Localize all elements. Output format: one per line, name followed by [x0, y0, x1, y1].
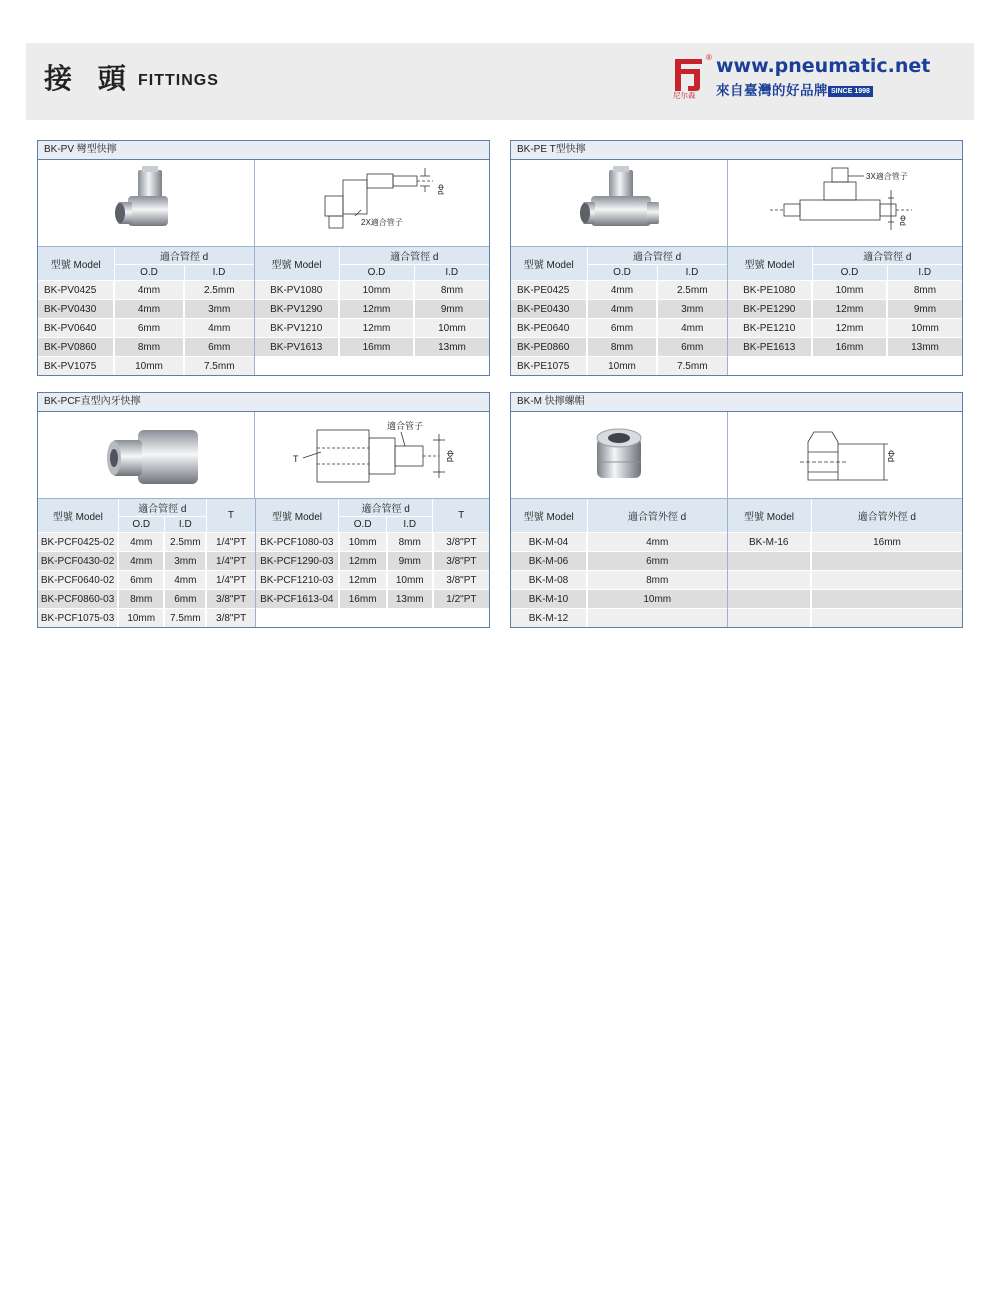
empty-cell [414, 357, 489, 376]
table-row [38, 300, 489, 319]
id-cell: 7.5mm [184, 357, 254, 376]
model-cell: BK-PV0425 [38, 281, 114, 300]
model-cell: BK-PV0640 [38, 319, 114, 338]
od-cell: 12mm [339, 552, 387, 571]
od-cell: 6mm [114, 319, 184, 338]
id-cell: 6mm [164, 590, 206, 609]
id-cell: 4mm [184, 319, 254, 338]
diameter-label: Φd [445, 450, 455, 463]
thread-header: T [433, 499, 489, 533]
model-cell: BK-PV1290 [254, 300, 339, 319]
id-header: I.D [184, 265, 254, 281]
id-cell: 2.5mm [184, 281, 254, 300]
elbow-fitting-drawing [255, 160, 489, 246]
model-cell: BK-PE1613 [727, 338, 812, 357]
table-row [511, 571, 962, 590]
table-row [511, 357, 962, 376]
model-cell: BK-PV1075 [38, 357, 114, 376]
outer-diameter-cell: 4mm [587, 533, 727, 552]
model-cell: BK-PV1210 [254, 319, 339, 338]
thread-cell: 3/8"PT [206, 609, 255, 628]
product-photo-cell [511, 412, 727, 498]
id-cell: 9mm [887, 300, 962, 319]
od-cell: 16mm [339, 338, 414, 357]
thread-cell: 3/8"PT [433, 571, 489, 590]
tube-size-header: 適合管徑 d [339, 247, 489, 265]
od-cell: 4mm [114, 300, 184, 319]
empty-cell [727, 357, 812, 376]
od-header: O.D [587, 265, 657, 281]
logo-text: 尼尔森 [673, 91, 696, 99]
model-cell: BK-PE1075 [511, 357, 587, 376]
model-header: 型號 Model [38, 247, 114, 281]
od-cell: 10mm [587, 357, 657, 376]
od-cell: 6mm [118, 571, 164, 590]
table-row [38, 590, 489, 609]
model-header: 型號 Model [727, 247, 812, 281]
outer-diameter-header: 適合管外徑 d [811, 499, 962, 533]
product-image-row [511, 412, 962, 499]
model-cell: BK-PE1210 [727, 319, 812, 338]
model-cell: BK-PV0430 [38, 300, 114, 319]
id-cell: 13mm [414, 338, 489, 357]
od-cell: 4mm [587, 300, 657, 319]
empty-cell [339, 609, 387, 628]
model-cell: BK-PE0425 [511, 281, 587, 300]
diameter-label: Φd [886, 450, 896, 463]
od-cell: 4mm [587, 281, 657, 300]
empty-cell [727, 590, 811, 609]
tube-size-header: 適合管徑 d [812, 247, 962, 265]
id-cell: 2.5mm [657, 281, 727, 300]
model-header: 型號 Model [254, 247, 339, 281]
empty-cell [727, 571, 811, 590]
model-cell: BK-PCF1080-03 [255, 533, 338, 552]
table-row [38, 319, 489, 338]
id-cell: 13mm [387, 590, 433, 609]
model-cell: BK-PCF1210-03 [255, 571, 338, 590]
diameter-label: Φd [898, 215, 907, 226]
tee-fitting-drawing [728, 160, 962, 246]
table-row [511, 609, 962, 628]
technical-drawing-cell [254, 160, 489, 246]
straight-female-fitting-drawing [255, 412, 489, 498]
model-cell: BK-M-04 [511, 533, 587, 552]
empty-cell [812, 357, 887, 376]
tee-fitting-photo [511, 160, 727, 246]
panel-title: BK-PCF直型內牙快擰 [38, 393, 489, 412]
outer-diameter-cell: 10mm [587, 590, 727, 609]
id-cell: 7.5mm [657, 357, 727, 376]
model-cell: BK-PCF1290-03 [255, 552, 338, 571]
thread-cell: 1/4"PT [206, 533, 255, 552]
empty-cell [339, 357, 414, 376]
model-cell: BK-PE0640 [511, 319, 587, 338]
table-row [511, 552, 962, 571]
tube-size-header: 適合管徑 d [114, 247, 254, 265]
product-photo-cell [511, 160, 727, 246]
empty-cell [254, 357, 339, 376]
thread-header: T [206, 499, 255, 533]
model-cell: BK-M-08 [511, 571, 587, 590]
od-cell: 12mm [339, 300, 414, 319]
table-row [38, 609, 489, 628]
id-cell: 3mm [184, 300, 254, 319]
table-row [511, 533, 962, 552]
od-cell: 10mm [118, 609, 164, 628]
outer-diameter-cell [587, 609, 727, 628]
outer-diameter-cell: 6mm [587, 552, 727, 571]
model-table [38, 499, 489, 627]
od-cell: 10mm [114, 357, 184, 376]
outer-diameter-header: 適合管外徑 d [587, 499, 727, 533]
tube-size-header: 適合管徑 d [118, 499, 206, 517]
model-cell: BK-PV1080 [254, 281, 339, 300]
panel-bk-pv [37, 140, 490, 376]
model-cell: BK-PE1290 [727, 300, 812, 319]
model-cell: BK-M-10 [511, 590, 587, 609]
panel-title: BK-PE T型快擰 [511, 141, 962, 160]
od-cell: 6mm [587, 319, 657, 338]
id-header: I.D [657, 265, 727, 281]
page-title-english: FITTINGS [138, 72, 219, 89]
thread-cell: 3/8"PT [433, 533, 489, 552]
panel-title: BK-M 快擰螺帽 [511, 393, 962, 412]
outer-diameter-cell: 16mm [811, 533, 962, 552]
table-row [511, 338, 962, 357]
elbow-fitting-photo [38, 160, 254, 246]
model-header: 型號 Model [511, 247, 587, 281]
thread-cell: 1/2"PT [433, 590, 489, 609]
id-cell: 8mm [387, 533, 433, 552]
od-cell: 8mm [118, 590, 164, 609]
od-cell: 8mm [114, 338, 184, 357]
model-cell: BK-PCF0640-02 [38, 571, 118, 590]
product-image-row [38, 412, 489, 499]
id-cell: 7.5mm [164, 609, 206, 628]
table-row [38, 281, 489, 300]
tube-size-header: 適合管徑 d [587, 247, 727, 265]
od-cell: 4mm [114, 281, 184, 300]
id-cell: 10mm [387, 571, 433, 590]
thread-cell: 3/8"PT [433, 552, 489, 571]
id-cell: 10mm [887, 319, 962, 338]
od-cell: 10mm [812, 281, 887, 300]
id-header: I.D [887, 265, 962, 281]
tube-count-label: 3X適合管子 [866, 172, 908, 181]
thread-cell: 1/4"PT [206, 571, 255, 590]
id-header: I.D [414, 265, 489, 281]
brand-logo-icon [672, 55, 708, 99]
model-cell: BK-PCF1613-04 [255, 590, 338, 609]
empty-cell [811, 552, 962, 571]
model-cell: BK-PE1080 [727, 281, 812, 300]
id-cell: 3mm [164, 552, 206, 571]
od-header: O.D [339, 517, 387, 533]
nut-photo [511, 412, 727, 498]
model-header: 型號 Model [255, 499, 338, 533]
id-cell: 6mm [184, 338, 254, 357]
model-cell: BK-PV1613 [254, 338, 339, 357]
brand-url: www.pneumatic.net [716, 55, 931, 77]
tube-label: 適合管子 [387, 421, 424, 431]
brand-since-badge: SINCE 1998 [828, 86, 873, 97]
od-cell: 4mm [118, 552, 164, 571]
model-cell: BK-PCF0425-02 [38, 533, 118, 552]
model-cell: BK-PE0860 [511, 338, 587, 357]
outer-diameter-cell: 8mm [587, 571, 727, 590]
id-header: I.D [387, 517, 433, 533]
model-table [38, 247, 489, 375]
straight-female-fitting-photo [38, 412, 254, 498]
technical-drawing-cell [727, 412, 962, 498]
od-cell: 12mm [339, 571, 387, 590]
model-header: 型號 Model [511, 499, 587, 533]
table-row [38, 533, 489, 552]
tube-count-label: 2X適合管子 [361, 218, 403, 227]
table-row [511, 319, 962, 338]
empty-cell [811, 590, 962, 609]
model-cell: BK-PCF1075-03 [38, 609, 118, 628]
panel-bk-m [510, 392, 963, 628]
panel-bk-pe [510, 140, 963, 376]
table-row [38, 338, 489, 357]
id-cell: 6mm [657, 338, 727, 357]
thread-label: T [293, 454, 299, 464]
od-cell: 16mm [339, 590, 387, 609]
id-cell: 10mm [414, 319, 489, 338]
product-image-row [38, 160, 489, 247]
empty-cell [255, 609, 338, 628]
od-cell: 10mm [339, 533, 387, 552]
id-cell: 8mm [887, 281, 962, 300]
empty-cell [387, 609, 433, 628]
empty-cell [727, 609, 811, 628]
table-row [38, 357, 489, 376]
od-header: O.D [114, 265, 184, 281]
empty-cell [727, 552, 811, 571]
id-cell: 2.5mm [164, 533, 206, 552]
panel-title: BK-PV 彎型快擰 [38, 141, 489, 160]
id-cell: 9mm [387, 552, 433, 571]
brand-block [672, 53, 931, 99]
model-cell: BK-PV0860 [38, 338, 114, 357]
od-header: O.D [812, 265, 887, 281]
od-cell: 4mm [118, 533, 164, 552]
panel-bk-pcf [37, 392, 490, 628]
id-cell: 13mm [887, 338, 962, 357]
model-cell: BK-M-12 [511, 609, 587, 628]
thread-cell: 1/4"PT [206, 552, 255, 571]
od-cell: 12mm [812, 319, 887, 338]
diameter-label: Φd [436, 184, 445, 195]
empty-cell [811, 571, 962, 590]
model-cell: BK-PCF0860-03 [38, 590, 118, 609]
nut-drawing [728, 412, 962, 498]
brand-tagline-line [716, 79, 873, 99]
id-cell: 4mm [657, 319, 727, 338]
model-table [511, 499, 962, 627]
product-photo-cell [38, 412, 254, 498]
brand-tagline: 來自臺灣的好品牌 [716, 83, 828, 99]
model-cell: BK-PE0430 [511, 300, 587, 319]
technical-drawing-cell [727, 160, 962, 246]
id-cell: 8mm [414, 281, 489, 300]
id-cell: 3mm [657, 300, 727, 319]
page-title-chinese: 接 頭 [44, 62, 134, 95]
od-cell: 12mm [339, 319, 414, 338]
table-row [511, 590, 962, 609]
model-cell: BK-M-16 [727, 533, 811, 552]
id-cell: 4mm [164, 571, 206, 590]
od-cell: 8mm [587, 338, 657, 357]
registered-mark-icon: ® [706, 53, 712, 62]
od-cell: 12mm [812, 300, 887, 319]
empty-cell [433, 609, 489, 628]
od-header: O.D [339, 265, 414, 281]
product-photo-cell [38, 160, 254, 246]
model-cell: BK-PCF0430-02 [38, 552, 118, 571]
table-row [38, 571, 489, 590]
table-row [511, 300, 962, 319]
table-row [38, 552, 489, 571]
technical-drawing-cell [254, 412, 489, 498]
model-cell: BK-M-06 [511, 552, 587, 571]
table-row [511, 281, 962, 300]
model-table [511, 247, 962, 375]
id-cell: 9mm [414, 300, 489, 319]
od-cell: 10mm [339, 281, 414, 300]
od-header: O.D [118, 517, 164, 533]
empty-cell [811, 609, 962, 628]
id-header: I.D [164, 517, 206, 533]
tube-size-header: 適合管徑 d [339, 499, 433, 517]
page-header [26, 43, 974, 120]
model-header: 型號 Model [727, 499, 811, 533]
empty-cell [887, 357, 962, 376]
thread-cell: 3/8"PT [206, 590, 255, 609]
model-header: 型號 Model [38, 499, 118, 533]
od-cell: 16mm [812, 338, 887, 357]
product-image-row [511, 160, 962, 247]
